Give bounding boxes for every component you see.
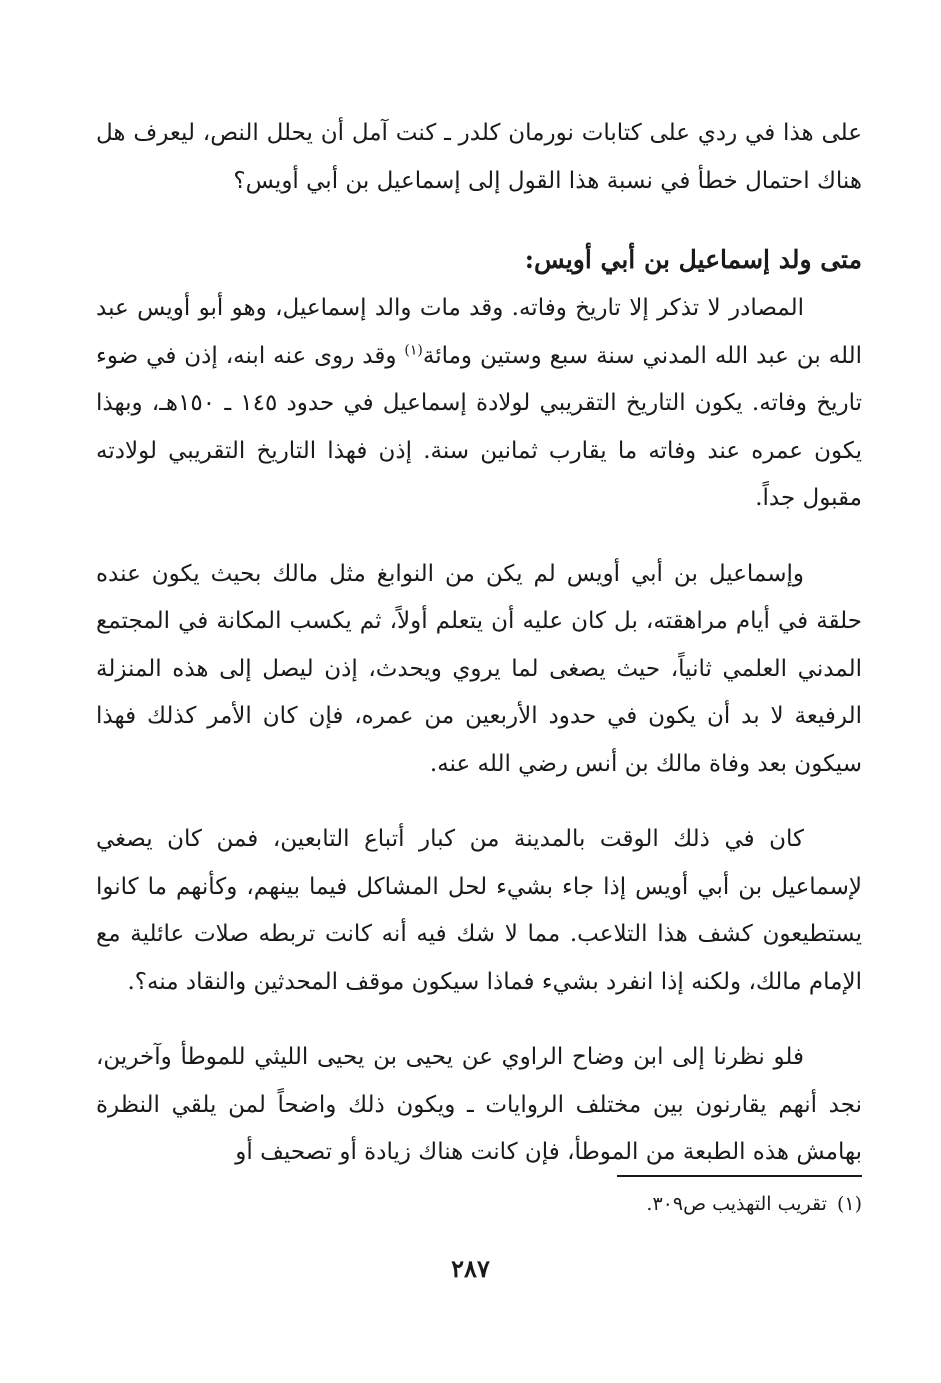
paragraph-1	[96, 285, 862, 523]
paragraph-2: وإسماعيل بن أبي أويس لم يكن من النوابغ مثل مالك بحيث يكون عنده حلقة في أيام مراهقته، بل كان عليه أن يتعلم أولاً، ثم يكسب المكانة في المجتمع المدني العلمي ثانياً، حيث يصغى لما يروي ويحدث، إذن ليصل إلى هذه المنزلة الرفيعة لا بد أن يكون في حدود الأربعين من عمره، فإن كان الأمر كذلك فهذا سيكون بعد وفاة مالك بن أنس رضي الله عنه.	[96, 560, 862, 777]
footnote-reference: (١)	[404, 341, 423, 358]
paragraph-3: كان في ذلك الوقت بالمدينة من كبار أتباع التابعين، فمن كان يصغي لإسماعيل بن أبي أويس إذا جاء بشيء لحل المشاكل فيما بينهم، وكأنهم ما كانوا يستطيعون كشف هذا التلاعب. مما لا شك فيه أنه كانت تربطه صلات عائلية مع الإمام مالك، ولكنه إذا انفرد بشيء فماذا سيكون موقف المحدثين والنقاد منه؟.	[96, 826, 862, 995]
section-heading: متى ولد إسماعيل بن أبي أويس:	[524, 245, 862, 274]
footnote-number: (١)	[836, 1193, 862, 1215]
footnote-text: تقريب التهذيب ص٣٠٩.	[646, 1193, 827, 1215]
footnote	[362, 1190, 862, 1218]
footnote-divider	[617, 1175, 862, 1177]
page-number: ٢٨٧	[451, 1254, 490, 1283]
paragraph-1-text-start: المصادر لا تذكر إلا تاريخ وفاته. وقد مات والد إسماعيل، وهو أبو أويس عبد الله بن عبد الله المدني سنة سبع وستين ومائة	[96, 295, 863, 369]
page-body	[96, 110, 862, 1177]
paragraph-4: فلو نظرنا إلى ابن وضاح الراوي عن يحيى بن يحيى الليثي للموطأ وآخرين، نجد أنهم يقارنون بين مختلف الروايات ـ ويكون ذلك واضحاً لمن يلقي النظرة بهامش هذه الطبعة من الموطأ، فإن كانت هناك زيادة أو تصحيف أو	[96, 1044, 862, 1165]
intro-paragraph: على هذا في ردي على كتابات نورمان كلدر ـ كنت آمل أن يحلل النص، ليعرف هل هناك احتمال خطأ في نسبة هذا القول إلى إسماعيل بن أبي أويس؟	[96, 120, 862, 194]
paragraph-1-text-end: وقد روى عنه ابنه، إذن في ضوء تاريخ وفاته. يكون التاريخ التقريبي لولادة إسماعيل في حدود ١٤٥ ـ ١٥٠هـ، وبهذا يكون عمره عند وفاته ما يقارب ثمانين سنة. إذن فهذا التاريخ التقريبي لولادته مقبول جداً.	[96, 342, 862, 511]
